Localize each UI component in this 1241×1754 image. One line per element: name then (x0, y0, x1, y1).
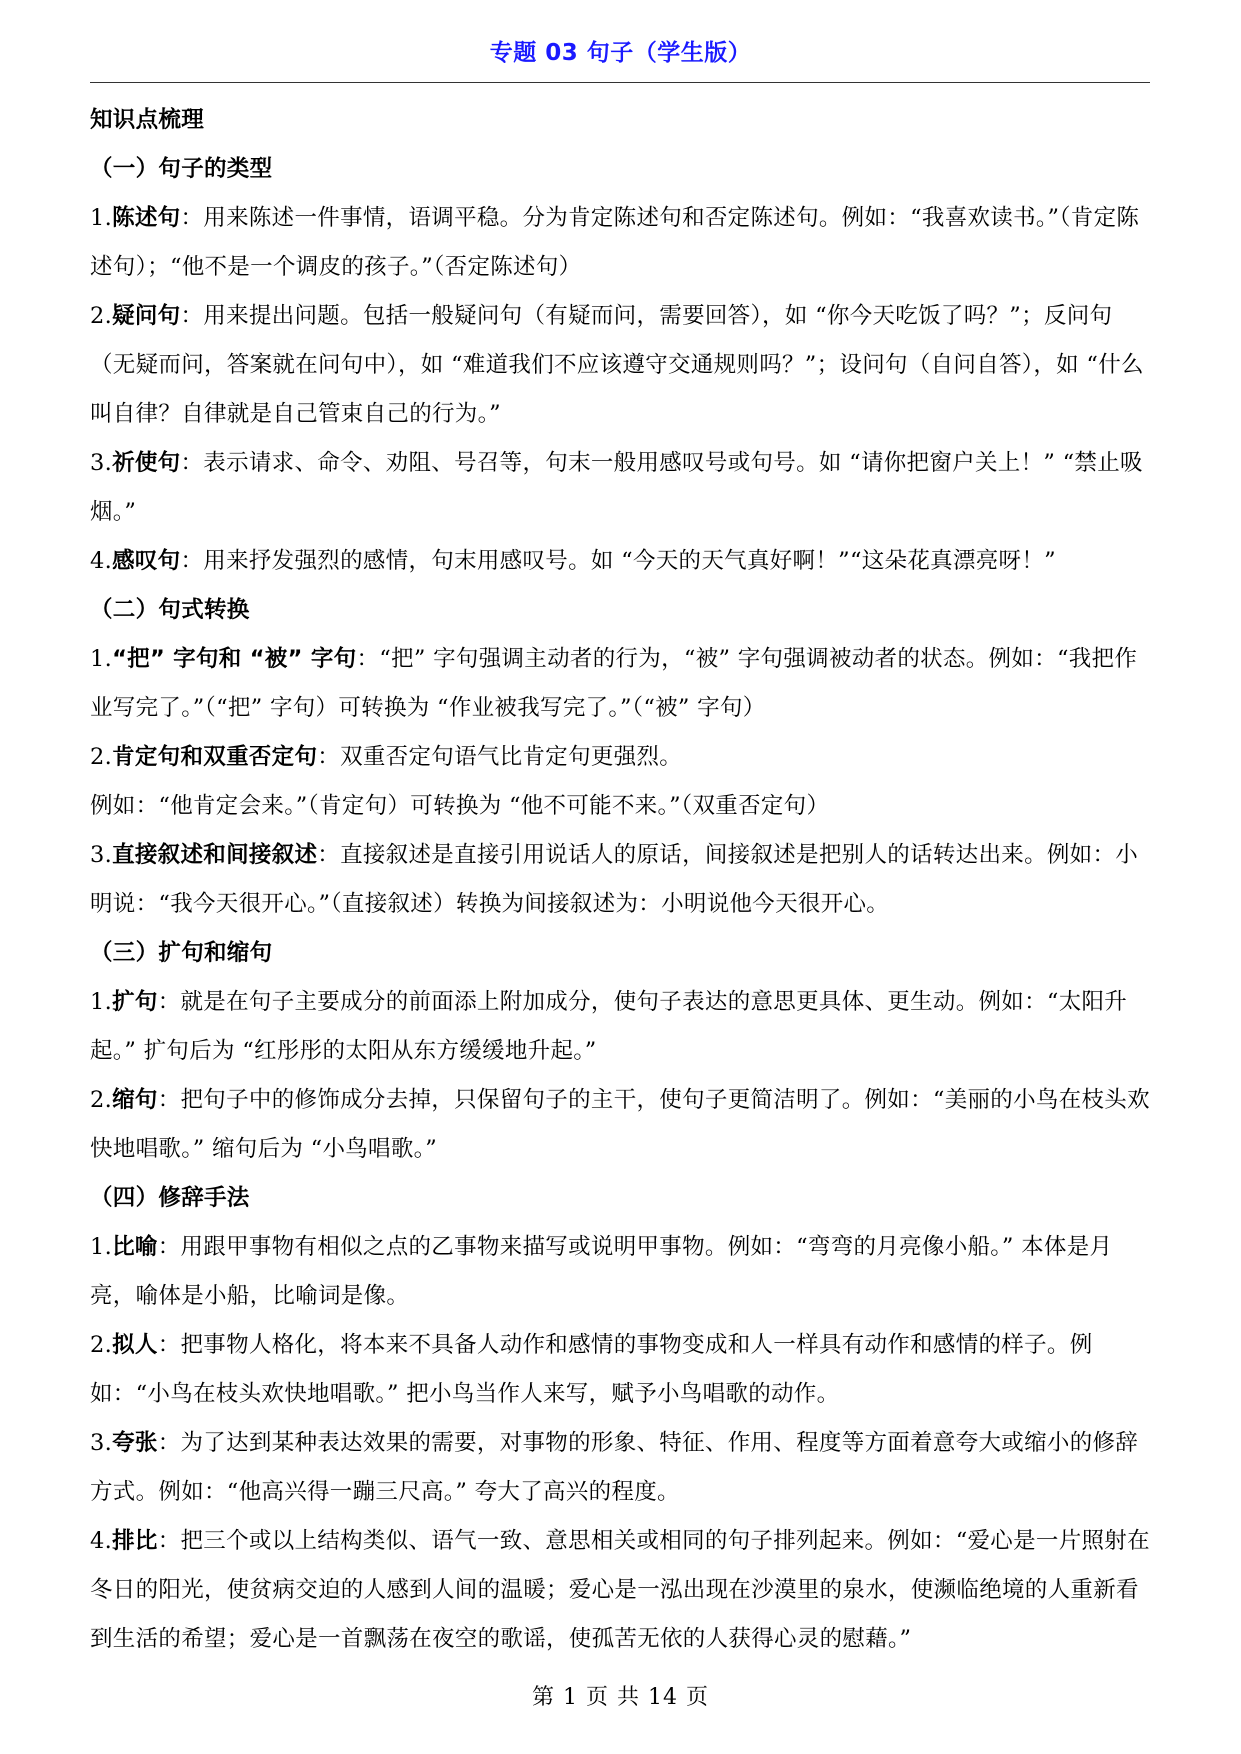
item-number: 2. (90, 744, 113, 770)
paragraph-text: ：把句子中的修饰成分去掉，只保留句子的主干，使句子更简洁明了。例如：“美丽的小鸟在枝头欢快地唱歌。” 缩句后为 “小鸟唱歌。” (90, 1087, 1150, 1162)
item-number: 4. (90, 1528, 113, 1554)
item-number: 2. (90, 303, 113, 329)
section-title: 知识点梳理 (90, 107, 205, 133)
paragraph-text: ：把事物人格化，将本来不具备人动作和感情的事物变成和人一样具有动作和感情的样子。例如：“小鸟在枝头欢快地唱歌。” 把小鸟当作人来写，赋予小鸟唱歌的动作。 (90, 1332, 1093, 1407)
term: 扩句 (112, 989, 158, 1015)
paragraph-text: ：“把” 字句强调主动者的行为，“被” 字句强调被动者的状态。例如：“我把作业写完了。”（“把” 字句）可转换为 “作业被我写完了。”（“被” 字句） (90, 646, 1138, 721)
item-number: 4. (90, 548, 113, 574)
paragraph (90, 733, 1152, 782)
term: “把” 字句和 “被” 字句 (112, 646, 357, 672)
paragraph (90, 439, 1152, 537)
item-number: 2. (90, 1087, 113, 1113)
item-number: 1. (90, 989, 113, 1015)
term: 比喻 (112, 1234, 158, 1260)
paragraph (90, 978, 1152, 1076)
paragraph-text: ：就是在句子主要成分的前面添上附加成分，使句子表达的意思更具体、更生动。例如：“太阳升起。” 扩句后为 “红彤彤的太阳从东方缓缓地升起。” (90, 989, 1128, 1064)
paragraph (90, 1419, 1152, 1517)
paragraph (90, 1223, 1152, 1321)
item-number: 1. (90, 646, 113, 672)
subsection-title-2: （二）句式转换 (90, 597, 250, 623)
paragraph: 例如：“他肯定会来。”（肯定句）可转换为 “他不可能不来。”（双重否定句） (90, 793, 830, 819)
paragraph-text: ：双重否定句语气比肯定句更强烈。 (317, 744, 683, 770)
term: 拟人 (112, 1332, 158, 1358)
paragraph-text: ：把三个或以上结构类似、语气一致、意思相关或相同的句子排列起来。例如：“爱心是一片照射在冬日的阳光，使贫病交迫的人感到人间的温暖；爱心是一泓出现在沙漠里的泉水，使濒临绝境的人重新看到生活的希望；爱心是一首飘荡在夜空的歌谣，使孤苦无依的人获得心灵的慰藉。” (90, 1528, 1150, 1652)
term: 陈述句 (112, 205, 181, 231)
term: 肯定句和双重否定句 (112, 744, 318, 770)
header-rule (90, 82, 1150, 83)
paragraph-text: ：用来抒发强烈的感情，句末用感叹号。如 “今天的天气真好啊！”“这朵花真漂亮呀！” (180, 548, 1056, 574)
term: 直接叙述和间接叙述 (112, 842, 318, 868)
page-header-title: 专题 03 句子（学生版） (489, 40, 752, 66)
term: 缩句 (112, 1087, 158, 1113)
term: 疑问句 (112, 303, 181, 329)
item-number: 1. (90, 1234, 113, 1260)
item-number: 2. (90, 1332, 113, 1358)
subsection-title-4: （四）修辞手法 (90, 1185, 250, 1211)
item-number: 3. (90, 1430, 113, 1456)
document-body (90, 96, 1152, 1664)
paragraph (90, 1321, 1152, 1419)
paragraph (90, 537, 1152, 586)
subsection-title-1: （一）句子的类型 (90, 156, 273, 182)
paragraph-text: ：用来提出问题。包括一般疑问句（有疑而问，需要回答），如 “你今天吃饭了吗？”；反问句（无疑而问，答案就在问句中），如 “难道我们不应该遵守交通规则吗？”；设问句（自问自答），如 “什么叫自律？自律就是自己管束自己的行为。” (90, 303, 1144, 427)
paragraph (90, 194, 1152, 292)
paragraph-text: ：为了达到某种表达效果的需要，对事物的形象、特征、作用、程度等方面着意夸大或缩小的修辞方式。例如：“他高兴得一蹦三尺高。” 夸大了高兴的程度。 (90, 1430, 1139, 1505)
item-number: 1. (90, 205, 113, 231)
paragraph (90, 1076, 1152, 1174)
term: 感叹句 (112, 548, 181, 574)
term: 排比 (112, 1528, 158, 1554)
item-number: 3. (90, 842, 113, 868)
paragraph (90, 831, 1152, 929)
paragraph (90, 1517, 1152, 1664)
subsection-title-3: （三）扩句和缩句 (90, 940, 273, 966)
page-footer: 第 1 页 共 14 页 (532, 1685, 709, 1710)
item-number: 3. (90, 450, 113, 476)
paragraph-text: ：直接叙述是直接引用说话人的原话，间接叙述是把别人的话转达出来。例如：小明说：“我今天很开心。”（直接叙述）转换为间接叙述为：小明说他今天很开心。 (90, 842, 1139, 917)
paragraph (90, 292, 1152, 439)
paragraph (90, 635, 1152, 733)
paragraph-text: ：用来陈述一件事情，语调平稳。分为肯定陈述句和否定陈述句。例如：“我喜欢读书。”（肯定陈述句）；“他不是一个调皮的孩子。”（否定陈述句） (90, 205, 1140, 280)
term: 夸张 (112, 1430, 158, 1456)
term: 祈使句 (112, 450, 181, 476)
paragraph-text: ：表示请求、命令、劝阻、号召等，句末一般用感叹号或句号。如 “请你把窗户关上！” “禁止吸烟。” (90, 450, 1143, 525)
paragraph-text: ：用跟甲事物有相似之点的乙事物来描写或说明甲事物。例如：“弯弯的月亮像小船。” 本体是月亮，喻体是小船，比喻词是像。 (90, 1234, 1113, 1309)
